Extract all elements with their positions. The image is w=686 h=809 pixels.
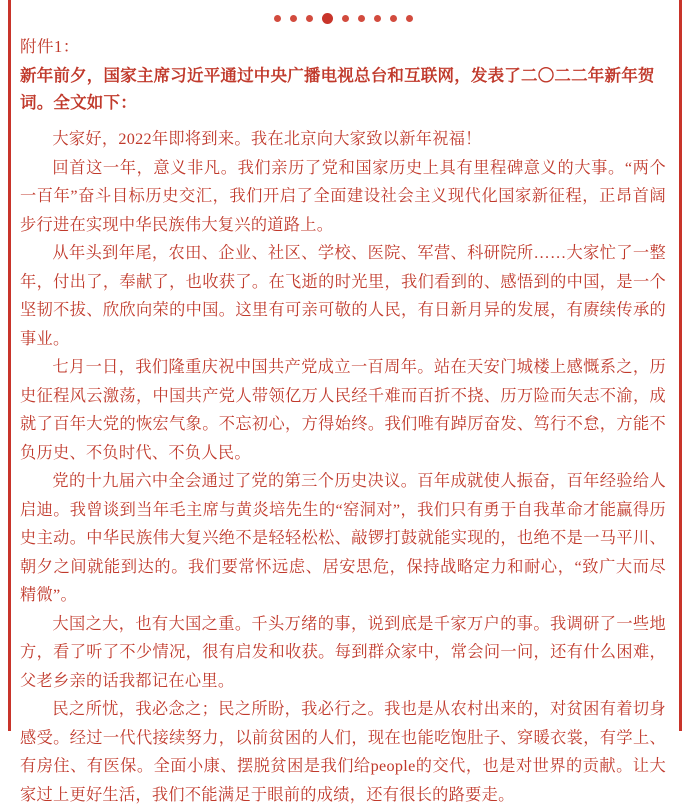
attachment-label: 附件1： (20, 37, 80, 56)
ornament-dot (390, 15, 397, 22)
right-border-rule (679, 0, 682, 731)
paragraph: 回首这一年，意义非凡。我们亲历了党和国家历史上具有里程碑意义的大事。“两个一百年”奋斗目标历史交汇，我们开启了全面建设社会主义现代化国家新征程，正昂首阔步行进在实现中华民族伟大复兴的道路上。 (20, 158, 666, 234)
paragraph: 从年头到年尾，农田、企业、社区、学校、医院、军营、科研院所……大家忙了一整年，付出了，奉献了，也收获了。在飞逝的时光里，我们看到的、感悟到的中国，是一个坚韧不拔、欣欣向荣的中国。这里有可亲可敬的人民，有日新月异的发展，有赓续传承的事业。 (20, 244, 666, 348)
paragraph: 党的十九届六中全会通过了党的第三个历史决议。百年成就使人振奋，百年经验给人启迪。我曾谈到当年毛主席与黄炎培先生的“窑洞对”，我们只有勇于自我革命才能赢得历史主动。中华民族伟大复兴绝不是轻轻松松、敲锣打鼓就能实现的，也绝不是一马平川、朝夕之间就能到达的。我们要常怀远虑、居安思危，保持战略定力和耐心，“致广大而尽精微”。 (20, 472, 666, 604)
ornament-dot (290, 15, 297, 22)
document-paragraphs (20, 125, 666, 809)
ornament-dot (406, 15, 413, 22)
document-headline: 新年前夕，国家主席习近平通过中央广播电视总台和互联网，发表了二〇二二年新年贺词。全文如下： (20, 66, 655, 112)
ornament-dot (306, 15, 313, 22)
dot-ornament (0, 8, 686, 28)
paragraph: 七月一日，我们隆重庆祝中国共产党成立一百周年。站在天安门城楼上感慨系之，历史征程风云激荡，中国共产党人带领亿万人民经千难而百折不挠、历万险而矢志不渝，成就了百年大党的恢宏气象。不忘初心，方得始终。我们唯有踔厉奋发、笃行不怠，方能不负历史、不负时代、不负人民。 (20, 358, 666, 462)
document-body (20, 34, 666, 809)
paragraph: 大国之大，也有大国之重。千头万绪的事，说到底是千家万户的事。我调研了一些地方，看了听了不少情况，很有启发和收获。每到群众家中，常会问一问，还有什么困难，父老乡亲的话我都记在心里。 (20, 614, 666, 690)
ornament-dot (342, 15, 349, 22)
ornament-dot (274, 15, 281, 22)
ornament-dot (374, 15, 381, 22)
ornament-dot (358, 15, 365, 22)
ornament-dot-large (322, 13, 333, 24)
left-border-rule (8, 0, 11, 731)
paragraph: 民之所忧，我必念之；民之所盼，我必行之。我也是从农村出来的，对贫困有着切身感受。经过一代代接续努力，以前贫困的人们，现在也能吃饱肚子、穿暖衣裳，有学上、有房住、有医保。全面小康、摆脱贫困是我们给people的交代，也是对世界的贡献。让大家过上更好生活，我们不能满足于眼前的成绩，还有很长的路要走。 (20, 700, 666, 804)
paragraph: 大家好，2022年即将到来。我在北京向大家致以新年祝福！ (52, 130, 482, 148)
